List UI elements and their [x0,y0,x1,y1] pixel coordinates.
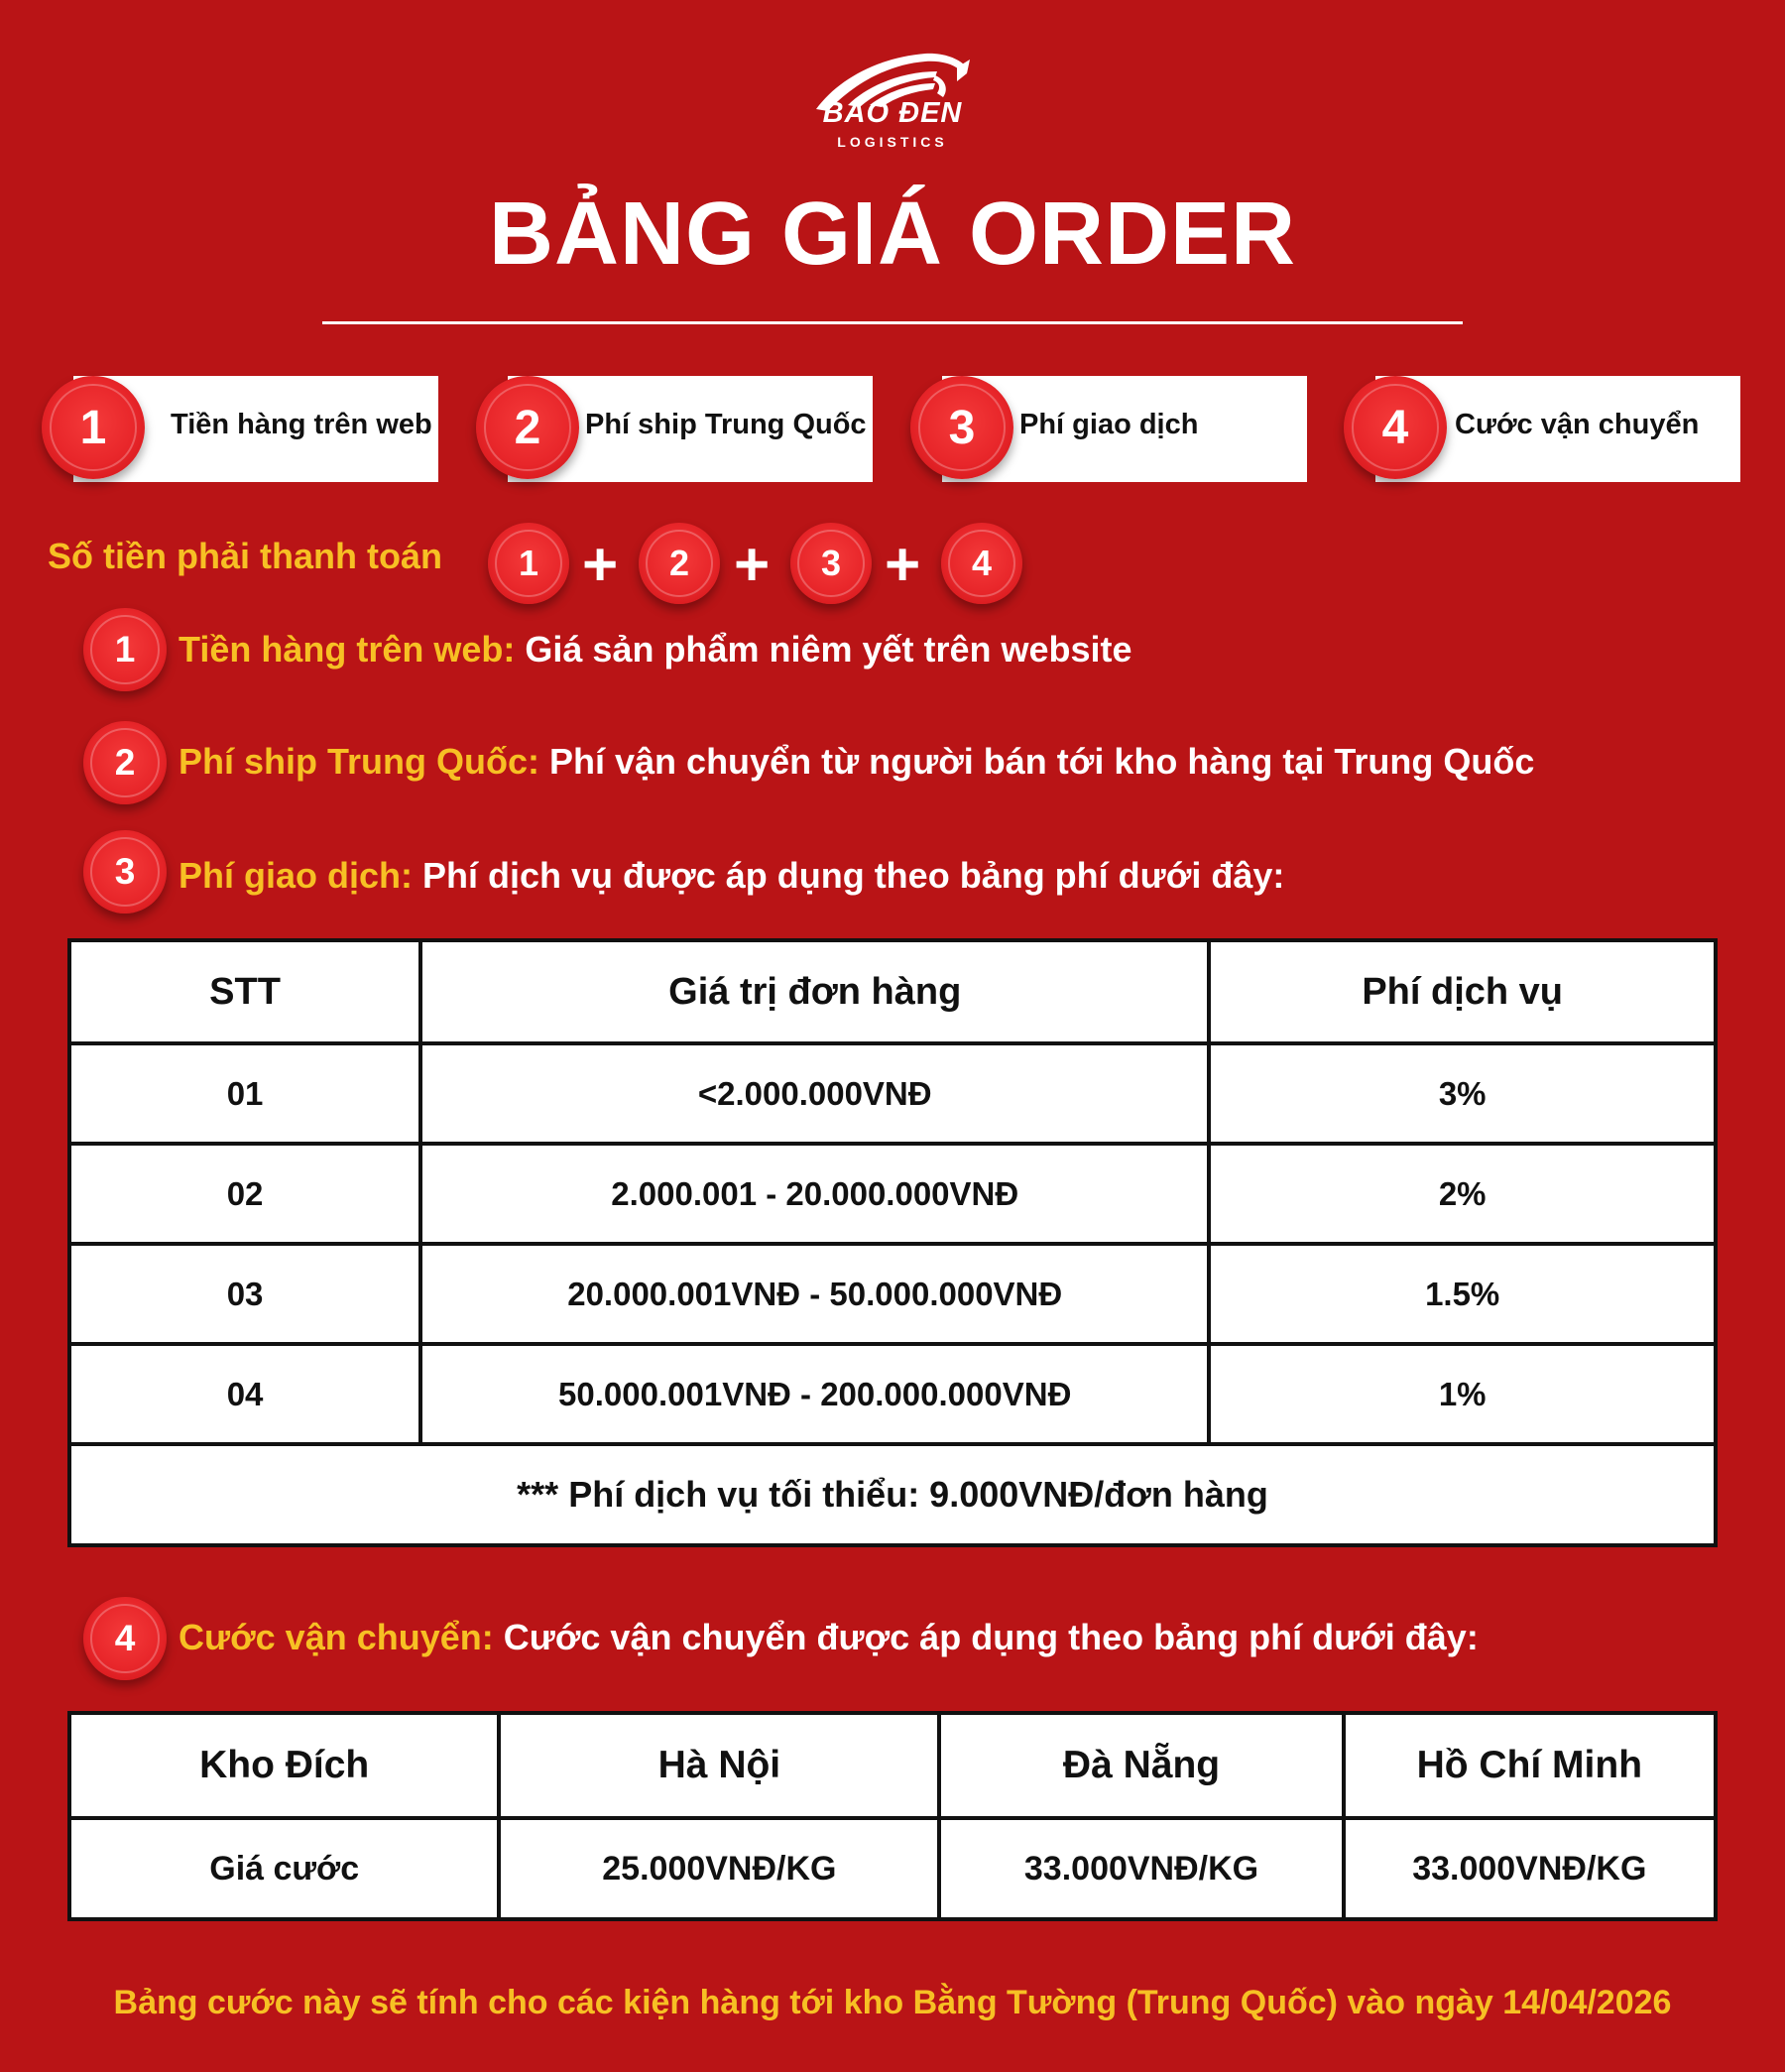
explanation-number-badge: 3 [83,830,167,914]
table-row [69,1344,1716,1444]
page-title: BẢNG GIÁ ORDER [488,184,1297,284]
table-cell: 25.000VNĐ/KG [499,1818,939,1919]
formula-label: Số tiền phải thanh toán [48,536,442,576]
step-number-badge: 2 [476,376,579,479]
table-row [69,1144,1716,1244]
step-label: Phí giao dịch [1019,409,1199,440]
step-number-badge: 1 [42,376,145,479]
service-fee-table [67,938,1718,1547]
table-header-row [69,940,1716,1043]
table-cell: <2.000.000VNĐ [420,1043,1209,1144]
formula-term-badge: 3 [790,523,872,604]
column-header: Phí dịch vụ [1209,940,1716,1043]
table-cell: 50.000.001VNĐ - 200.000.000VNĐ [420,1344,1209,1444]
plus-sign: + [582,531,619,599]
explanation-line-4 [178,1617,1479,1658]
explanation-number-badge: 2 [83,721,167,804]
shipping-rate-table [67,1711,1718,1921]
minimum-fee-note: *** Phí dịch vụ tối thiểu: 9.000VNĐ/đơn hàng [69,1444,1716,1545]
table-cell: 33.000VNĐ/KG [939,1818,1343,1919]
explanation-text: Phí vận chuyển từ người bán tới kho hàng tại Trung Quốc [539,741,1535,782]
explanation-key: Cước vận chuyển: [178,1617,494,1657]
explanation-text: Giá sản phẩm niêm yết trên website [515,629,1132,670]
formula-term-badge: 1 [488,523,569,604]
column-header: Đà Nẵng [939,1713,1343,1818]
step-card-1 [42,376,438,482]
footer-note: Bảng cước này sẽ tính cho các kiện hàng tới kho Bằng Tường (Trung Quốc) vào ngày 14/04/2026 [113,1984,1672,2021]
step-label: Cước vận chuyển [1455,409,1700,440]
table-header-row [69,1713,1716,1818]
explanation-text: Phí dịch vụ được áp dụng theo bảng phí dưới đây: [413,855,1285,896]
explanation-text: Cước vận chuyển được áp dụng theo bảng phí dưới đây: [493,1617,1479,1657]
formula-term-badge: 2 [639,523,720,604]
step-label: Tiền hàng trên web [171,409,432,440]
column-header: Kho Đích [69,1713,499,1818]
table-cell: 20.000.001VNĐ - 50.000.000VNĐ [420,1244,1209,1344]
formula-term-badge: 4 [941,523,1022,604]
table-cell: 01 [69,1043,420,1144]
table-cell: 1.5% [1209,1244,1716,1344]
logo-brand-text: BÁO ĐEN [822,97,963,129]
explanation-number-badge: 4 [83,1597,167,1680]
table-cell: 1% [1209,1344,1716,1444]
plus-sign: + [885,531,921,599]
column-header: Giá trị đơn hàng [420,940,1209,1043]
table-cell: 2% [1209,1144,1716,1244]
explanation-number-badge: 1 [83,608,167,691]
table-cell: 03 [69,1244,420,1344]
step-number-badge: 3 [910,376,1013,479]
step-card-3 [910,376,1307,482]
title-divider [322,321,1463,324]
step-label: Phí ship Trung Quốc [585,409,867,440]
logo-subtitle: LOGISTICS [837,134,948,150]
column-header: Hồ Chí Minh [1344,1713,1716,1818]
column-header: STT [69,940,420,1043]
column-header: Hà Nội [499,1713,939,1818]
table-cell: 02 [69,1144,420,1244]
explanation-key: Phí ship Trung Quốc: [178,741,539,782]
table-cell: 33.000VNĐ/KG [1344,1818,1716,1919]
table-row [69,1043,1716,1144]
table-row [69,1818,1716,1919]
table-row [69,1244,1716,1344]
table-cell: 3% [1209,1043,1716,1144]
table-cell: 04 [69,1344,420,1444]
step-number-badge: 4 [1344,376,1447,479]
explanation-line-1 [178,629,1132,670]
table-cell: 2.000.001 - 20.000.000VNĐ [420,1144,1209,1244]
table-note-row [69,1444,1716,1545]
explanation-key: Tiền hàng trên web: [178,629,516,670]
plus-sign: + [734,531,771,599]
table-cell: Giá cước [69,1818,499,1919]
explanation-line-2 [178,741,1534,783]
explanation-line-3 [178,855,1284,897]
explanation-key: Phí giao dịch: [178,855,414,896]
step-card-4 [1344,376,1740,482]
step-card-2 [476,376,873,482]
